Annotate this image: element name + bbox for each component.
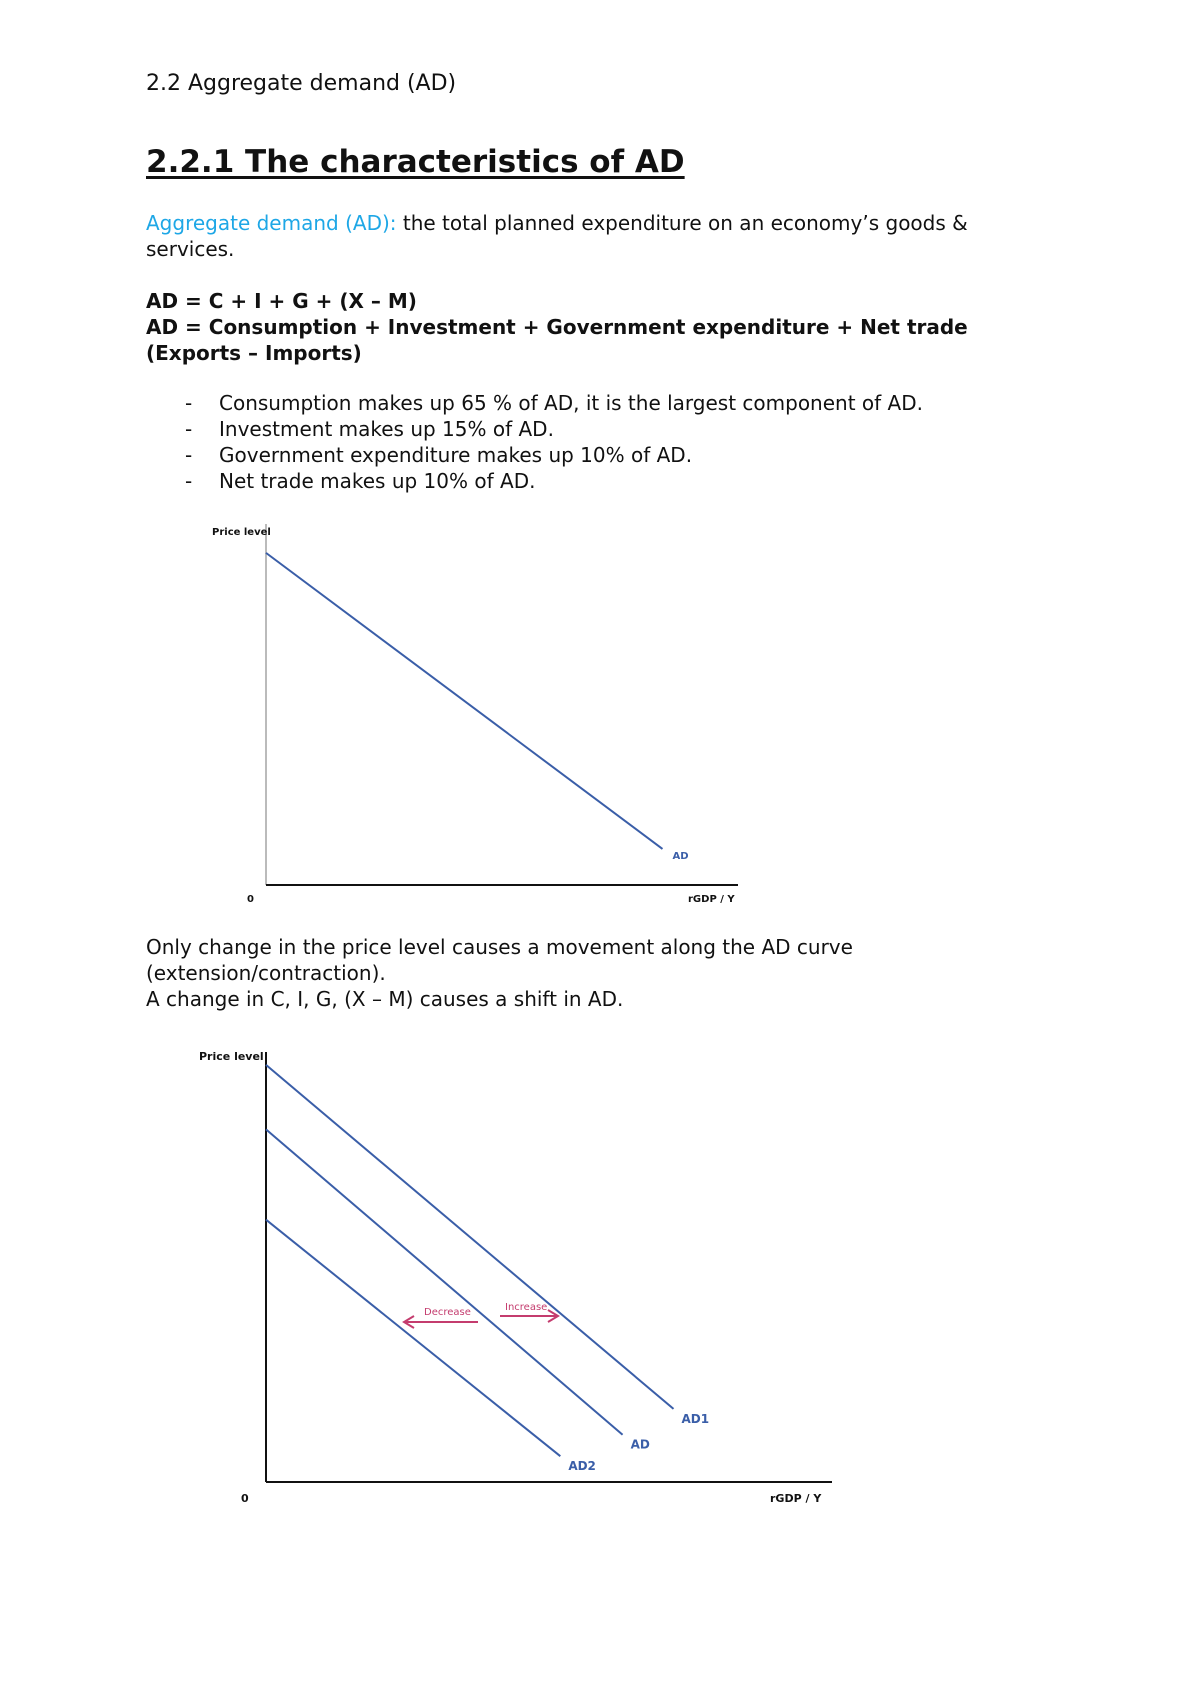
x-axis-label: rGDP / Y <box>770 1492 822 1505</box>
list-item-text: Consumption makes up 65 % of AD, it is the largest component of AD. <box>219 391 923 415</box>
list-item-text: Government expenditure makes up 10% of AD. <box>219 443 693 467</box>
section-heading: 2.2 Aggregate demand (AD) <box>146 71 457 96</box>
paragraph-line-2: A change in C, I, G, (X – M) causes a shift in AD. <box>146 987 624 1011</box>
formula-line-1: AD = C + I + G + (X – M) <box>146 289 417 313</box>
definition-term: Aggregate demand (AD): <box>146 211 397 235</box>
list-item <box>146 442 923 468</box>
series-line-ad1 <box>266 1065 674 1409</box>
series-layer <box>266 1065 709 1473</box>
bullet-marker: - <box>185 391 193 415</box>
series-label-ad: AD <box>672 850 689 862</box>
movement-shift-paragraph <box>146 934 1046 1012</box>
list-item <box>146 390 923 416</box>
paragraph-line-1: Only change in the price level causes a movement along the AD curve (extension/contraction). <box>146 935 853 985</box>
origin-label: 0 <box>247 894 254 905</box>
ad-shift-chart <box>0 1040 1200 1510</box>
list-item-text: Investment makes up 15% of AD. <box>219 417 554 441</box>
y-axis-label: Price level <box>199 1050 264 1063</box>
formula-line-2: AD = Consumption + Investment + Government expenditure + Net trade <box>146 315 968 339</box>
ad-definition <box>146 210 1046 262</box>
page-title: 2.2.1 The characteristics of AD <box>146 144 685 180</box>
series-label-ad: AD <box>630 1437 650 1452</box>
ad-curve-chart <box>0 510 1200 910</box>
origin-label: 0 <box>241 1492 249 1505</box>
definition-text: the total planned expenditure on an economy’s goods & services. <box>146 211 968 261</box>
series-layer <box>266 553 689 862</box>
series-label-ad2: AD2 <box>568 1459 596 1474</box>
ad-formula <box>146 288 1086 366</box>
list-item-text: Net trade makes up 10% of AD. <box>219 469 536 493</box>
decrease-label: Decrease <box>424 1307 471 1318</box>
list-item <box>146 416 923 442</box>
series-line-ad <box>266 1129 623 1434</box>
series-label-ad1: AD1 <box>681 1411 710 1426</box>
bullet-marker: - <box>185 417 193 441</box>
series-line-ad <box>266 553 662 849</box>
bullet-marker: - <box>185 443 193 467</box>
increase-label: Increase <box>505 1302 548 1313</box>
list-item <box>146 468 923 494</box>
y-axis-label: Price level <box>212 527 271 538</box>
component-list <box>146 390 923 494</box>
formula-line-3: (Exports – Imports) <box>146 341 362 365</box>
x-axis-label: rGDP / Y <box>688 894 735 905</box>
bullet-marker: - <box>185 469 193 493</box>
